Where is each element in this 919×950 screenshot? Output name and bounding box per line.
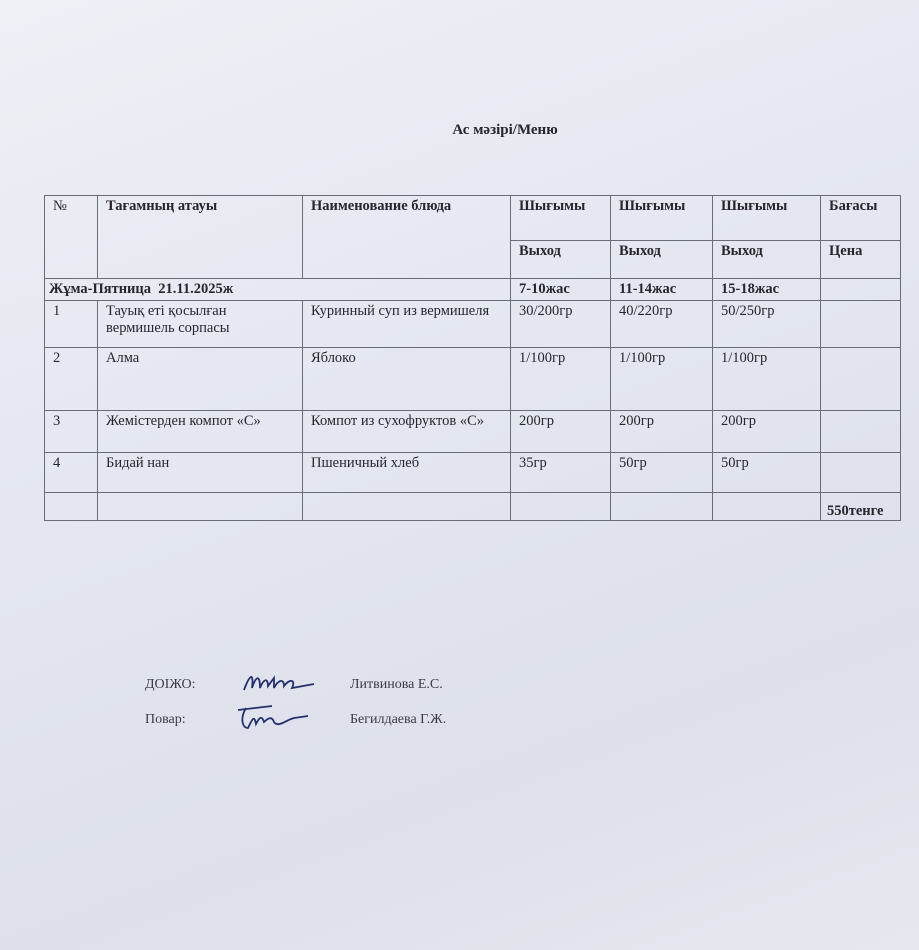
header-price-kz: Бағасы (821, 196, 901, 241)
row-number: 4 (45, 453, 98, 493)
header-yield-ru: Выход (611, 241, 713, 279)
page-title: Ас мәзірі/Меню (452, 122, 558, 138)
yield-value: 1/100гр (511, 348, 611, 411)
header-yield-ru: Выход (713, 241, 821, 279)
yield-value: 1/100гр (611, 348, 713, 411)
yield-value: 50/250гр (713, 301, 821, 348)
signatory-name: Бегилдаева Г.Ж. (350, 712, 447, 727)
header-yield-kz: Шығымы (511, 196, 611, 241)
yield-value: 200гр (713, 411, 821, 453)
header-yield-kz: Шығымы (611, 196, 713, 241)
dish-name-kz: Тауық еті қосылған вермишель сорпасы (98, 301, 303, 348)
total-row (45, 493, 901, 521)
header-price-ru: Цена (821, 241, 901, 279)
total-price: 550тенге (821, 493, 901, 521)
table-row (45, 348, 901, 411)
header-name-ru: Наименование блюда (303, 196, 511, 279)
dish-name-kz: Бидай нан (98, 453, 303, 493)
yield-value: 30/200гр (511, 301, 611, 348)
yield-value: 50гр (611, 453, 713, 493)
yield-value: 1/100гр (713, 348, 821, 411)
handwritten-signature (232, 698, 312, 734)
yield-value: 35гр (511, 453, 611, 493)
signatory-name: Литвинова Е.С. (350, 677, 443, 692)
row-number: 2 (45, 348, 98, 411)
row-number: 1 (45, 301, 98, 348)
dish-name-ru: Пшеничный хлеб (303, 453, 511, 493)
day-label: Жұма-Пятница 21.11.2025ж (45, 279, 511, 301)
table-row (45, 453, 901, 493)
dish-name-kz: Жемістерден компот «С» (98, 411, 303, 453)
yield-value: 200гр (511, 411, 611, 453)
handwritten-signature (240, 668, 320, 696)
age-group: 15-18жас (713, 279, 821, 301)
header-num: № (45, 196, 98, 279)
row-number: 3 (45, 411, 98, 453)
yield-value: 50гр (713, 453, 821, 493)
table-row (45, 301, 901, 348)
header-yield-ru: Выход (511, 241, 611, 279)
table-row (45, 411, 901, 453)
dish-name-ru: Компот из сухофруктов «С» (303, 411, 511, 453)
signature-role: Повар: (145, 712, 186, 727)
menu-table (44, 195, 901, 521)
dish-name-ru: Яблоко (303, 348, 511, 411)
header-name-kz: Тағамның атауы (98, 196, 303, 279)
header-yield-kz: Шығымы (713, 196, 821, 241)
dish-name-ru: Куринный суп из вермишеля (303, 301, 511, 348)
yield-value: 200гр (611, 411, 713, 453)
signature-role: ДОІЖО: (145, 677, 196, 692)
dish-name-kz: Алма (98, 348, 303, 411)
age-group: 7-10жас (511, 279, 611, 301)
age-group: 11-14жас (611, 279, 713, 301)
yield-value: 40/220гр (611, 301, 713, 348)
